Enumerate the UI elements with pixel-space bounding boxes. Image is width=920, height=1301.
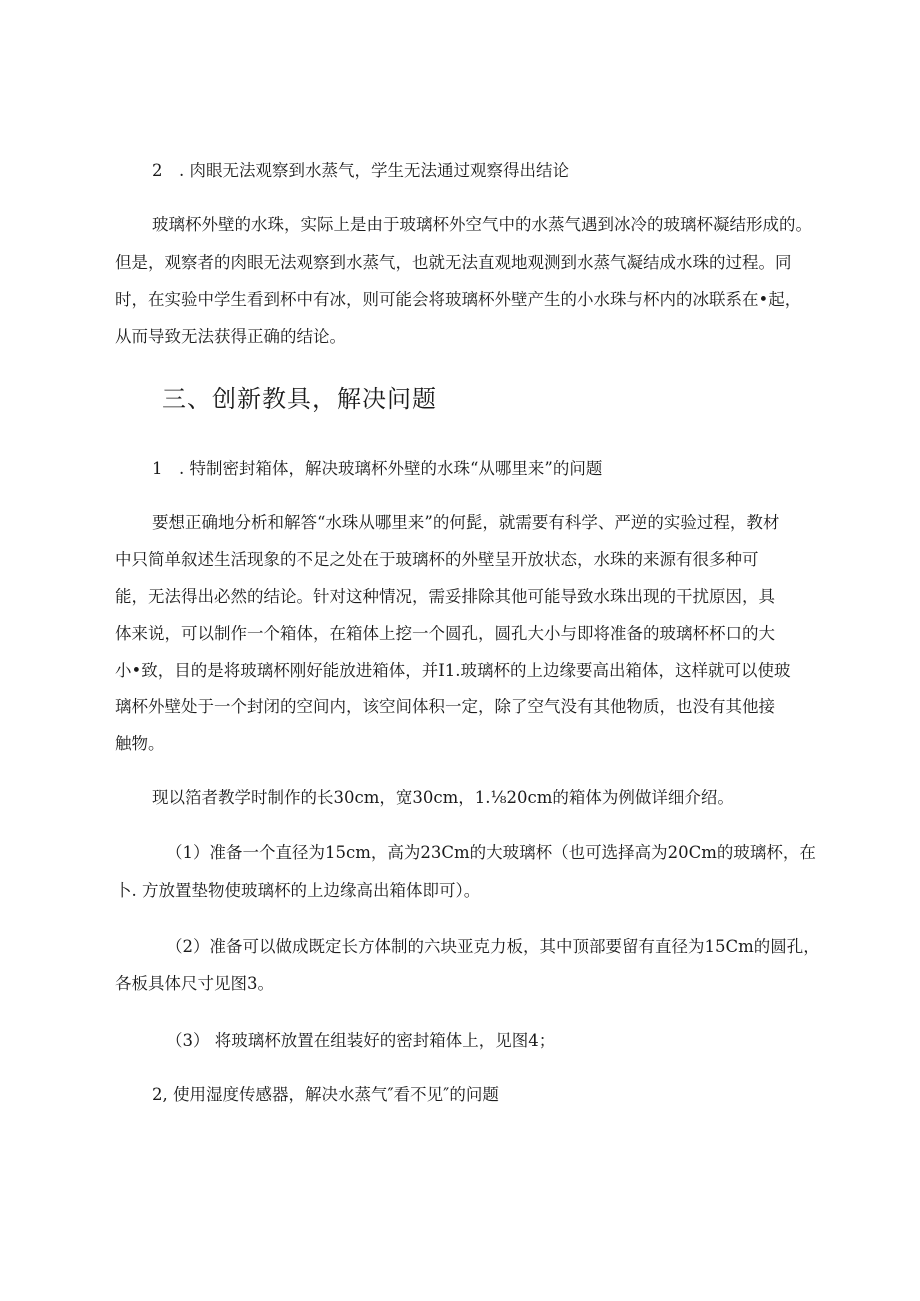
step-2-line-2: 各板具体尺寸见图3。 xyxy=(115,974,274,993)
para-2-line-3: 能，无法得出必然的结论。针对这种情况，需妥排除其他可能导致水珠出现的干扰原因，具 xyxy=(115,587,775,606)
para-2-line-1: 要想正确地分析和解答“水珠从哪里来”的何髭，就需要有科学、严逆的实验过程，教材 xyxy=(152,513,780,532)
item-2b-title: 2, 使用湿度传感器，解决水蒸气″看不见″的问题 xyxy=(152,1085,499,1104)
para-2-line-7: 触物。 xyxy=(115,734,165,753)
para-1-line-3: 时，在实验中学生看到杯中有冰，则可能会将玻璃杯外壁产生的小水珠与杯内的冰联系在•起， xyxy=(115,290,802,309)
step-3: （3） 将玻璃杯放置在组装好的密封箱体上，见图4； xyxy=(166,1031,556,1050)
step-2-line-1: （2）准备可以做成既定长方体制的六块亚克力板，其中顶部要留有直径为15Cm的圆孔， xyxy=(166,937,820,956)
item-1-title: 1 . 特制密封箱体，解决玻璃杯外壁的水珠“从哪里来”的问题 xyxy=(152,459,603,478)
step-1-line-2: 卜. 方放置垫物使玻璃杯的上边缘高出箱体即可）。 xyxy=(115,881,481,900)
para-2-line-2: 中只简单叙述生活现象的不足之处在于玻璃杯的外壁呈开放状态，水珠的来源有很多种可 xyxy=(115,550,759,569)
para-2-line-5: 小•致，目的是将玻璃杯刚好能放进箱体，并I1.玻璃杯的上边缘要高出箱体，这样就可以使玻 xyxy=(115,661,791,680)
para-3: 现以箔者教学时制作的长30cm，宽30cm，1.⅛20cm的箱体为例做详细介绍。 xyxy=(152,788,734,807)
section-heading: 三、创新教具，解决问题 xyxy=(162,385,437,413)
para-1-line-2: 但是，观察者的肉眼无法观察到水蒸气，也就无法直观地观测到水蒸气凝结成水珠的过程。同 xyxy=(115,253,792,272)
para-1-line-4: 从而导致无法获得正确的结论。 xyxy=(115,327,346,346)
para-2-line-6: 璃杯外壁处于一个封闭的空间内，该空间体积一定，除了空气没有其他物质，也没有其他接 xyxy=(115,697,775,716)
step-1-line-1: （1）准备一个直径为15cm，高为23Cm的大玻璃杯（也可选择高为20Cm的玻璃杯，在 xyxy=(166,843,816,862)
para-2-line-4: 体来说，可以制作一个箱体，在箱体上挖一个圆孔，圆孔大小与即将准备的玻璃杯杯口的大 xyxy=(115,624,775,643)
item-2-title: 2 . 肉眼无法观察到水蒸气，学生无法通过观察得出结论 xyxy=(152,161,569,180)
para-1-line-1: 玻璃杯外壁的水珠，实际上是由于玻璃杯外空气中的水蒸气遇到冰冷的玻璃杯凝结形成的。 xyxy=(152,215,812,234)
